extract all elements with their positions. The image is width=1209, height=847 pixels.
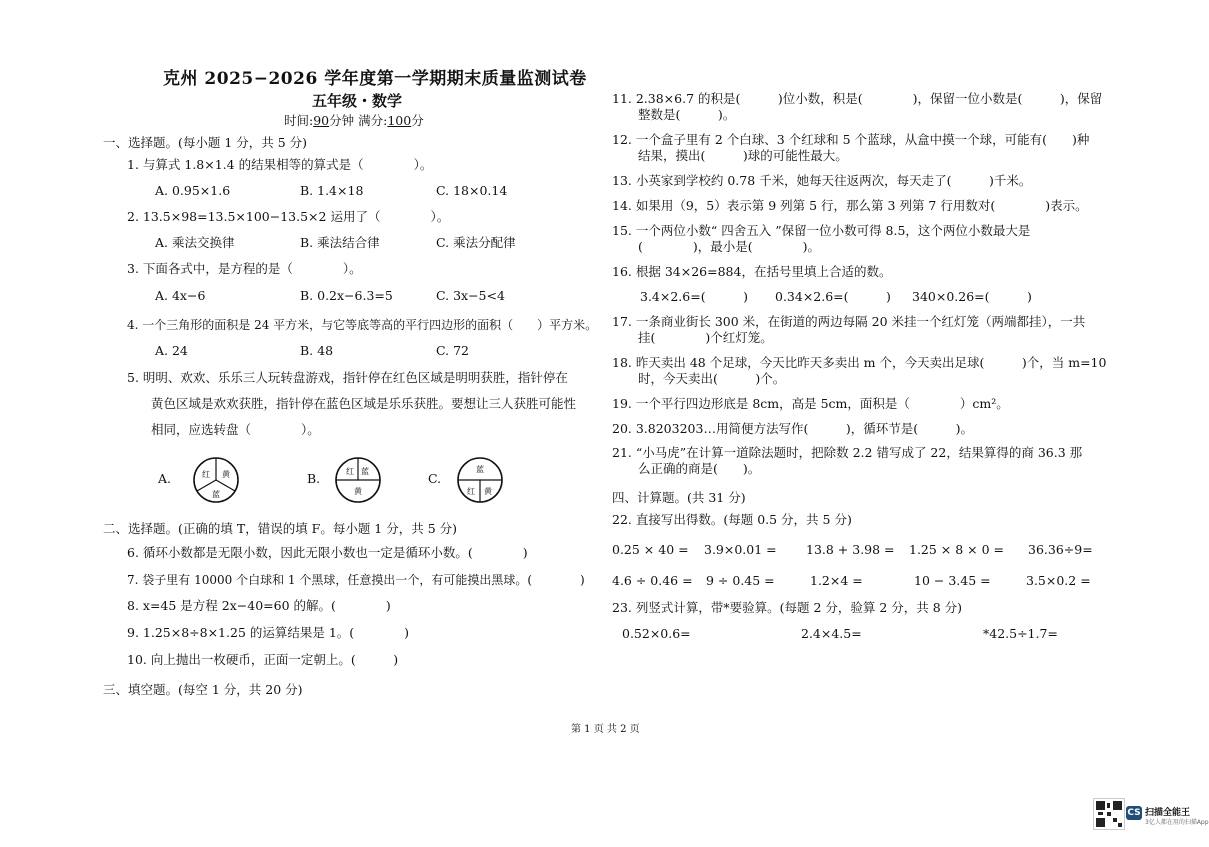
q22-row2-item-1: 4.6 ÷ 0.46 = [612,573,693,588]
section-1-heading: 一、选择题。(每小题 1 分，共 5 分) [103,135,308,150]
question-15-line-2: ( )，最小是( )。 [638,239,821,254]
spinner-b-yellow-label: 黄 [354,487,362,496]
exam-subtitle: 五年级・数学 [312,92,403,110]
question-17-line-1: 17. 一条商业街长 300 米，在街道的两边每隔 20 米挂一个红灯笼（两端都挂），一共 [612,314,1086,329]
q23-item-3: *42.5÷1.7= [983,626,1058,641]
question-10: 10. 向上抛出一枚硬币，正面一定朝上。( ) [127,652,399,667]
q1-option-b: B. 1.4×18 [300,183,364,198]
question-18-line-2: 时，今天卖出( )个。 [638,371,786,386]
spinner-c-red-label: 红 [467,487,475,496]
q3-option-b: B. 0.2x−6.3=5 [300,288,393,303]
page-number: 第 1 页 共 2 页 [571,724,640,735]
q2-option-c: C. 乘法分配律 [436,235,516,250]
q23-item-1: 0.52×0.6= [622,626,691,641]
question-5-line-2: 黄色区域是欢欢获胜，指针停在蓝色区域是乐乐获胜。要想让三人获胜可能性 [151,396,577,411]
q4-option-b: B. 48 [300,343,334,358]
question-5-line-1: 5. 明明、欢欢、乐乐三人玩转盘游戏，指针停在红色区域是明明获胜，指针停在 [127,370,568,385]
q1-option-a: A. 0.95×1.6 [155,183,231,198]
scanner-brand: 扫描全能王 [1145,808,1191,818]
q22-row1-item-4: 1.25 × 8 × 0 = [909,542,1005,557]
q16-item-2: 0.34×2.6=( ) [775,289,891,304]
question-17-line-2: 挂( )个红灯笼。 [638,330,773,345]
spinner-option-b-label: B. [307,471,321,486]
q16-item-3: 340×0.26=( ) [912,289,1032,304]
question-11-line-2: 整数是( )。 [638,107,736,122]
question-2: 2. 13.5×98=13.5×100−13.5×2 运用了（ ）。 [127,209,450,224]
section-4-heading: 四、计算题。(共 31 分) [612,490,746,505]
question-22: 22. 直接写出得数。(每题 0.5 分，共 5 分) [612,512,852,527]
question-19: 19. 一个平行四边形底是 8cm，高是 5cm，面积是（ ）cm²。 [612,396,1009,411]
question-16: 16. 根据 34×26=884，在括号里填上合适的数。 [612,264,892,279]
time-value: 90 [313,113,330,128]
q2-option-b: B. 乘法结合律 [300,235,380,250]
q23-item-2: 2.4×4.5= [801,626,862,641]
spinner-b-red-label: 红 [346,467,354,476]
q22-row2-item-3: 1.2×4 = [810,573,863,588]
spinner-a-blue-label: 蓝 [212,490,220,499]
question-5-line-3: 相同，应选转盘（ ）。 [151,422,320,437]
camscanner-logo-icon: CS [1127,808,1141,818]
question-6: 6. 循环小数都是无限小数，因此无限小数也一定是循环小数。( ) [127,545,528,560]
spinner-b [333,455,383,505]
question-1: 1. 与算式 1.8×1.4 的结果相等的算式是（ ）。 [127,157,433,172]
question-8: 8. x=45 是方程 2x−40=60 的解。( ) [127,598,391,613]
q22-row2-item-2: 9 ÷ 0.45 = [706,573,775,588]
question-20: 20. 3.8203203…用简便方法写作( )，循环节是( )。 [612,421,973,436]
q22-row1-item-3: 13.8 + 3.98 = [806,542,895,557]
question-13: 13. 小英家到学校约 0.78 千米，她每天往返两次，每天走了( )千米。 [612,173,1032,188]
spinner-a-red-label: 红 [202,470,210,479]
score-unit: 分 [411,113,424,128]
question-7: 7. 袋子里有 10000 个白球和 1 个黑球，任意摸出一个，有可能摸出黑球。( ) [127,573,585,587]
exam-title: 克州 2025−2026 学年度第一学期期末质量监测试卷 [163,69,587,89]
q22-row1-item-5: 36.36÷9= [1028,542,1093,557]
spinner-c-blue-label: 蓝 [476,465,484,474]
spinner-option-a-label: A. [158,471,172,486]
spinner-b-blue-label: 蓝 [361,467,369,476]
q4-option-a: A. 24 [155,343,188,358]
q3-option-c: C. 3x−5<4 [436,288,505,303]
section-3-heading: 三、填空题。(每空 1 分，共 20 分) [103,682,303,697]
q2-option-a: A. 乘法交换律 [155,235,235,250]
time-unit: 分钟 [329,113,355,128]
question-21-line-1: 21. “小马虎”在计算一道除法题时，把除数 2.2 错写成了 22，结果算得的商 36.3 那 [612,445,1083,460]
question-12-line-2: 结果，摸出( )球的可能性最大。 [638,148,848,163]
question-21-line-2: 么正确的商是( )。 [638,461,761,476]
q4-option-c: C. 72 [436,343,469,358]
section-2-heading: 二、选择题。(正确的填 T，错误的填 F。每小题 1 分，共 5 分) [103,521,458,536]
question-9: 9. 1.25×8÷8×1.25 的运算结果是 1。( ) [127,625,410,640]
q22-row2-item-5: 3.5×0.2 = [1026,573,1091,588]
spinner-a-yellow-label: 黄 [222,470,230,479]
question-12-line-1: 12. 一个盒子里有 2 个白球、3 个红球和 5 个蓝球，从盒中摸一个球，可能有( )种 [612,132,1090,147]
q3-option-a: A. 4x−6 [155,288,206,303]
exam-time-score [284,111,424,129]
q22-row1-item-1: 0.25 × 40 = [612,542,689,557]
question-14: 14. 如果用（9，5）表示第 9 列第 5 行，那么第 3 列第 7 行用数对( )表示。 [612,198,1088,213]
spinner-c-yellow-label: 黄 [484,487,492,496]
question-15-line-1: 15. 一个两位小数“ 四舍五入 ”保留一位小数可得 8.5，这个两位小数最大是 [612,223,1031,238]
question-4: 4. 一个三角形的面积是 24 平方米，与它等底等高的平行四边形的面积（ ）平方米。 [127,318,598,332]
q16-item-1: 3.4×2.6=( ) [640,289,748,304]
q22-row2-item-4: 10 − 3.45 = [914,573,991,588]
question-23: 23. 列竖式计算，带*要验算。(每题 2 分，验算 2 分，共 8 分) [612,600,963,615]
spinner-option-c-label: C. [428,471,442,486]
time-label: 时间: [284,113,314,128]
question-18-line-1: 18. 昨天卖出 48 个足球，今天比昨天多卖出 m 个，今天卖出足球( )个，当 m=10 [612,355,1107,370]
scanner-brand-sub: 3亿人都在用的扫描App [1145,819,1209,826]
spinner-a [191,455,241,505]
q22-row1-item-2: 3.9×0.01 = [704,542,777,557]
score-value: 100 [387,113,412,128]
spinner-c [455,455,505,505]
question-3: 3. 下面各式中，是方程的是（ ）。 [127,261,362,276]
score-label: 满分: [358,113,388,128]
question-11-line-1: 11. 2.38×6.7 的积是( )位小数，积是( )，保留一位小数是( )，保留 [612,91,1103,106]
qr-code-icon [1093,798,1125,830]
q1-option-c: C. 18×0.14 [436,183,508,198]
